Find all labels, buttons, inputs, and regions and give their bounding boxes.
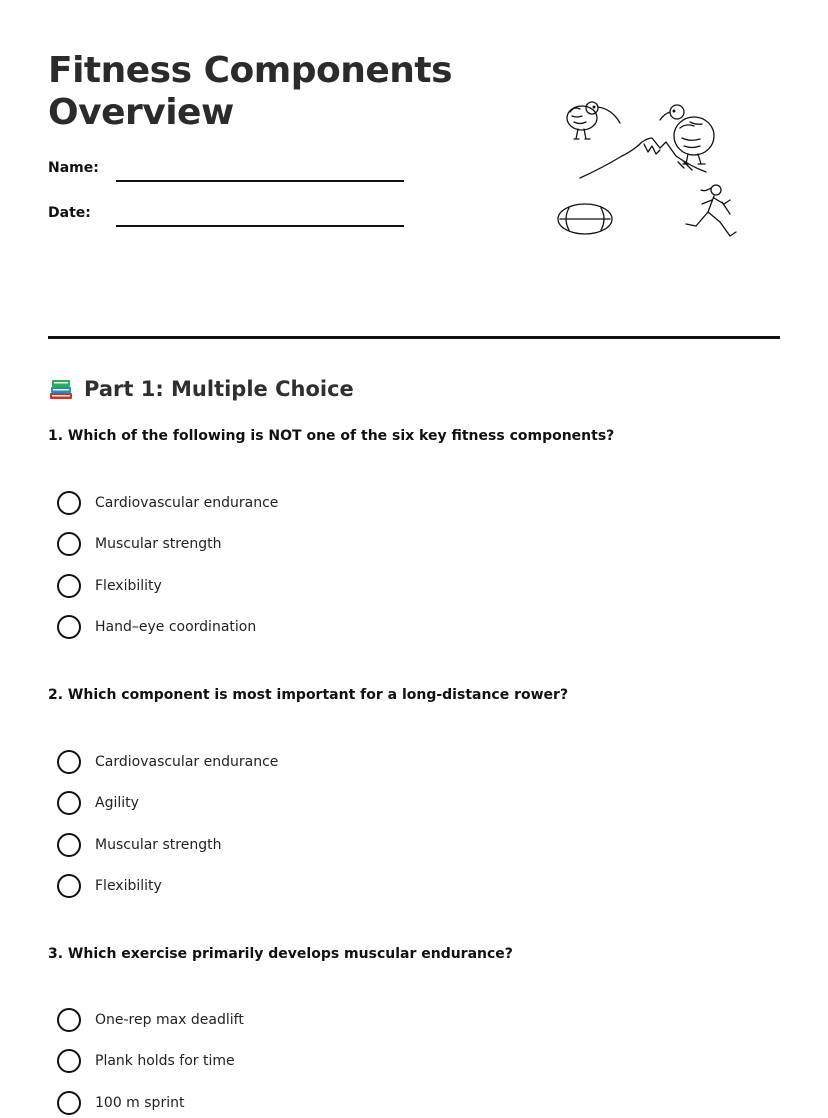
radio-button[interactable] <box>57 574 81 598</box>
q2-option-a[interactable] <box>57 749 278 775</box>
option-label: Muscular strength <box>95 837 222 853</box>
q1-option-b[interactable] <box>57 531 221 557</box>
option-label: One-rep max deadlift <box>95 1012 244 1028</box>
name-field-row <box>48 160 408 184</box>
option-label: Flexibility <box>95 878 162 894</box>
title-line-1: Fitness Components <box>48 50 453 91</box>
date-label: Date: <box>48 205 91 221</box>
part1-title: Part 1: Multiple Choice <box>84 377 354 401</box>
q2-option-c[interactable] <box>57 832 221 858</box>
radio-button[interactable] <box>57 491 81 515</box>
option-label: Plank holds for time <box>95 1053 235 1069</box>
q3-option-c[interactable] <box>57 1090 184 1116</box>
radio-button[interactable] <box>57 615 81 639</box>
radio-button[interactable] <box>57 532 81 556</box>
q3-option-b[interactable] <box>57 1048 235 1074</box>
q2-option-d[interactable] <box>57 873 162 899</box>
option-label: Muscular strength <box>95 536 222 552</box>
question-3: 3. Which exercise primarily develops muscular endurance? <box>48 946 513 962</box>
radio-button[interactable] <box>57 833 81 857</box>
radio-button[interactable] <box>57 750 81 774</box>
option-label: Flexibility <box>95 578 162 594</box>
rugby-ball-icon <box>558 204 612 234</box>
name-label: Name: <box>48 160 99 176</box>
radio-button[interactable] <box>57 874 81 898</box>
runner-icon <box>686 185 736 236</box>
kiwi-bird-icon <box>567 102 620 139</box>
option-label: Cardiovascular endurance <box>95 495 279 511</box>
option-label: Agility <box>95 795 139 811</box>
radio-button[interactable] <box>57 791 81 815</box>
title-line-2: Overview <box>48 92 234 133</box>
q2-option-b[interactable] <box>57 790 139 816</box>
q3-option-a[interactable] <box>57 1007 244 1033</box>
books-icon <box>48 376 74 402</box>
radio-button[interactable] <box>57 1049 81 1073</box>
date-field-row <box>48 205 408 229</box>
radio-button[interactable] <box>57 1091 81 1115</box>
q1-option-a[interactable] <box>57 490 278 516</box>
option-label: Hand–eye coordination <box>95 619 257 635</box>
worksheet-title <box>48 50 468 134</box>
part1-heading <box>48 372 354 406</box>
radio-button[interactable] <box>57 1008 81 1032</box>
question-2: 2. Which component is most important for a long-distance rower? <box>48 687 569 703</box>
q1-option-d[interactable] <box>57 614 256 640</box>
kiwi-bird-icon <box>660 105 714 164</box>
option-label: 100 m sprint <box>95 1095 185 1111</box>
question-1: 1. Which of the following is NOT one of the six key fitness components? <box>48 428 615 444</box>
q1-option-c[interactable] <box>57 573 162 599</box>
name-input-line[interactable] <box>116 180 404 182</box>
header-illustration <box>548 92 748 242</box>
section-divider <box>48 336 780 339</box>
date-input-line[interactable] <box>116 225 404 227</box>
option-label: Cardiovascular endurance <box>95 754 279 770</box>
